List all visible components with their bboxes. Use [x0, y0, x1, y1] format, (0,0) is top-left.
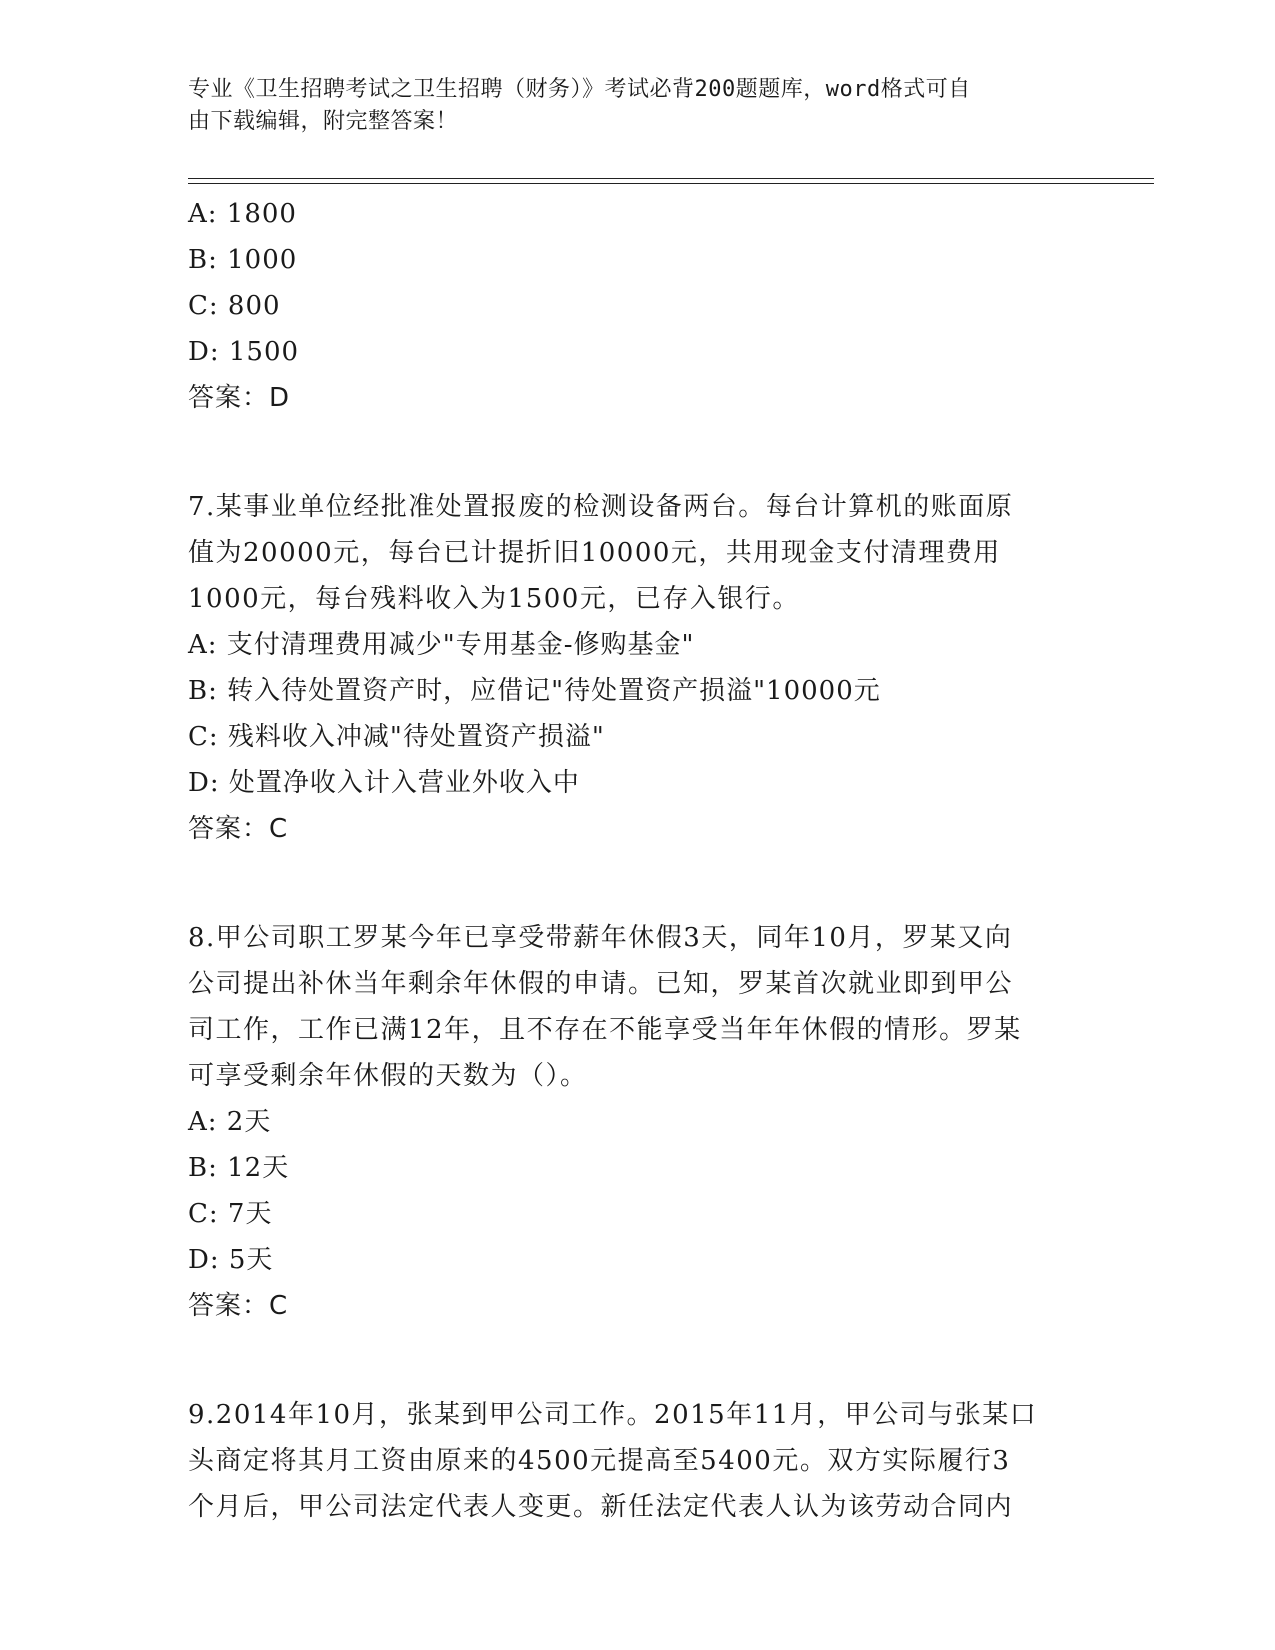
question-line: 8.甲公司职工罗某今年已享受带薪年休假3天，同年10月，罗某又向 [188, 923, 1013, 953]
spacer [188, 421, 1088, 484]
option-d: D: 5天 [188, 1245, 274, 1275]
question-text [188, 915, 1088, 1099]
question-9 [188, 1392, 1088, 1530]
question-line: 值为20000元，每台已计提折旧10000元，共用现金支付清理费用 [188, 538, 1001, 568]
option-b: B: 12天 [188, 1153, 290, 1183]
option-b: B: 1000 [188, 245, 298, 275]
question-text [188, 484, 1088, 622]
question-7 [188, 484, 1088, 852]
header-line-1: 专业《卫生招聘考试之卫生招聘（财务）》考试必背200题题库，word格式可自 [188, 77, 971, 102]
question-8 [188, 915, 1088, 1329]
option-b: B: 转入待处置资产时，应借记"待处置资产损溢"10000元 [188, 676, 881, 706]
document-header [188, 74, 1068, 138]
question-6 [188, 191, 1088, 421]
header-line-2: 由下载编辑，附完整答案！ [188, 109, 459, 134]
spacer [188, 1329, 1088, 1392]
answer: 答案：C [188, 1291, 289, 1321]
question-line: 司工作，工作已满12年，且不存在不能享受当年年休假的情形。罗某 [188, 1015, 1022, 1045]
question-line: 可享受剩余年休假的天数为（）。 [188, 1061, 588, 1091]
option-a: A: 支付清理费用减少"专用基金-修购基金" [188, 630, 695, 660]
question-line: 头商定将其月工资由原来的4500元提高至5400元。双方实际履行3 [188, 1446, 1011, 1476]
question-line: 1000元，每台残料收入为1500元，已存入银行。 [188, 584, 800, 614]
option-d: D: 处置净收入计入营业外收入中 [188, 768, 580, 798]
answer: 答案：C [188, 814, 289, 844]
option-a: A: 2天 [188, 1107, 272, 1137]
answer: 答案：D [188, 383, 291, 413]
question-text [188, 1392, 1088, 1530]
option-c: C: 800 [188, 291, 281, 321]
option-c: C: 7天 [188, 1199, 273, 1229]
question-line: 7.某事业单位经批准处置报废的检测设备两台。每台计算机的账面原 [188, 492, 1014, 522]
question-line: 9.2014年10月，张某到甲公司工作。2015年11月，甲公司与张某口 [188, 1400, 1038, 1430]
option-d: D: 1500 [188, 337, 300, 367]
question-line: 个月后，甲公司法定代表人变更。新任法定代表人认为该劳动合同内 [188, 1492, 1014, 1522]
document-body [188, 191, 1088, 1530]
option-c: C: 残料收入冲减"待处置资产损溢" [188, 722, 605, 752]
spacer [188, 852, 1088, 915]
question-line: 公司提出补休当年剩余年休假的申请。已知，罗某首次就业即到甲公 [188, 969, 1014, 999]
header-divider-top [188, 178, 1154, 179]
option-a: A: 1800 [188, 199, 297, 229]
header-divider-bottom [188, 183, 1154, 184]
